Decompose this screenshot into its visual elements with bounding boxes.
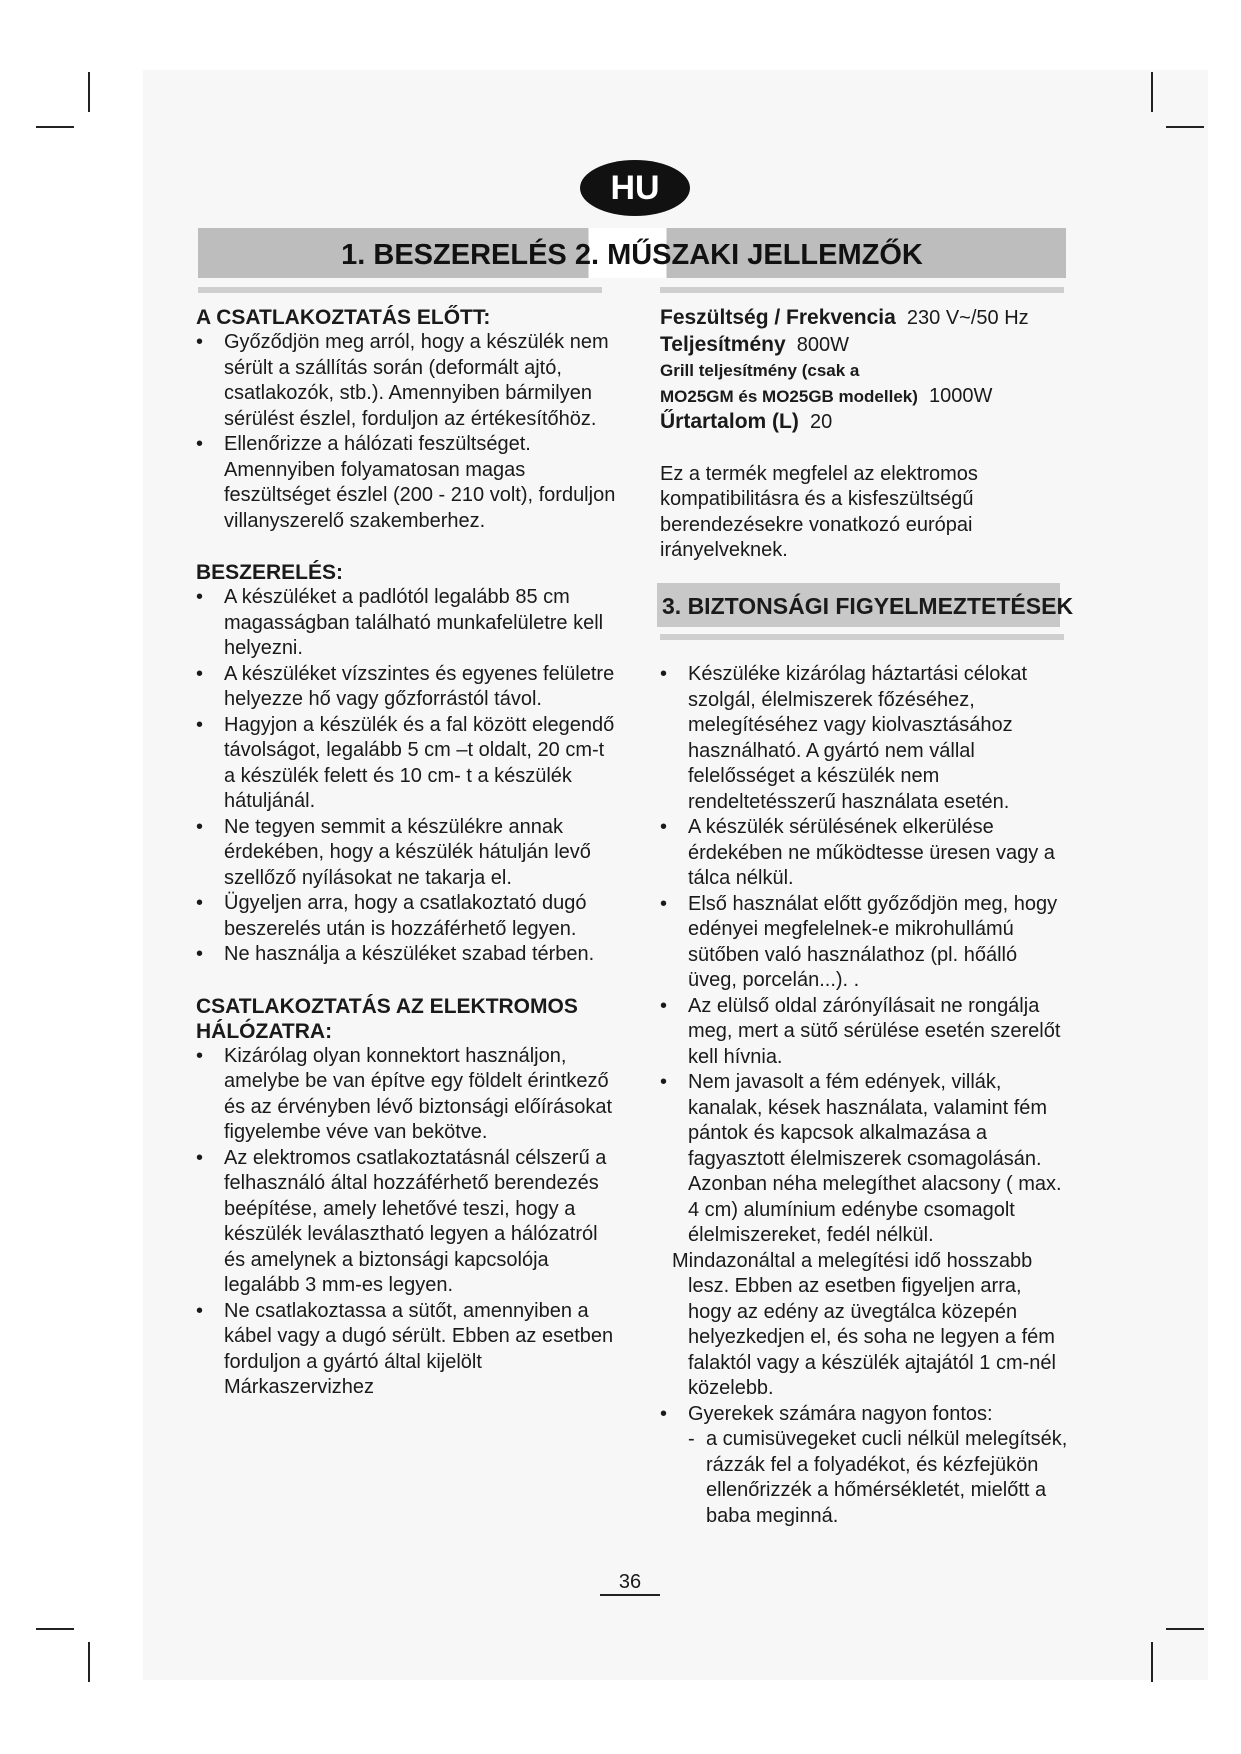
safety-note [660,1249,1070,1402]
list-item: • Nem javasolt a fém edények, villák, kanalak, kések használata, valamint fém pántok és kapcsok alkalmazása a fagyasztott élelmiszerek csomagolásán. Azonban néha melegíthet alacsony ( max. 4 cm) alumínium edénybe csomagolt élelmiszereket, fedél nélkül. [660,1070,1070,1249]
safety-rule [660,634,1064,640]
crop-mark [88,1642,90,1682]
main-heading: 1. BESZERELÉS 2. MŰSZAKI JELLEMZŐK [341,239,923,271]
crop-mark [1166,1628,1204,1630]
electrical-list [196,1044,616,1401]
list-item: • Győződjön meg arról, hogy a készülék nem sérült a szállítás során (deformált ajtó, csatlakozók, stb.). Amennyiben bármilyen sérülést észlel, forduljon az értékesítőhöz. [196,330,616,432]
list-item: • Gyerekek számára nagyon fontos: [660,1402,1070,1428]
crop-mark [88,72,90,112]
crop-mark [36,1628,74,1630]
before-connect-list [196,330,616,534]
page-number: 36 [600,1570,660,1596]
list-item: • Első használat előtt győződjön meg, hogy edényei megfelelnek-e mikrohullámú sütőben való használathoz (pl. hőálló üveg, porcelán...). . [660,892,1070,994]
spec-grill-label-line2: MO25GM és MO25GB modellek) [660,386,918,406]
list-item: • Az elülső oldal zárónyílásait ne rongálja meg, mert a sütő sérülése esetén szerelőt kell hívnia. [660,994,1070,1071]
spec-power-value: 800W [796,333,850,356]
language-badge: HU [580,160,690,216]
left-rule [198,287,602,293]
spec-power-label: Teljesítmény [660,332,786,356]
safety-note-line1: Mindazonáltal a melegítési idő hosszabb [672,1249,1033,1272]
spec-power [660,332,1070,359]
spec-capacity-label: Űrtartalom (L) [660,410,799,433]
spec-capacity [660,409,1070,436]
spec-capacity-value: 20 [809,411,833,433]
electrical-title [196,994,616,1044]
crop-mark [36,126,74,128]
electrical-title-line2: HÁLÓZATRA: [196,1019,333,1043]
list-item: • Kizárólag olyan konnektort használjon, amelybe be van építve egy földelt érintkező és az érvényben lévő biztonsági előírásokat figyelembe véve van bekötve. [196,1044,616,1146]
electrical-title-line1: CSATLAKOZTATÁS AZ ELEKTROMOS [196,994,578,1018]
spec-voltage-value: 230 V~/50 Hz [906,307,1029,329]
installation-list [196,585,616,968]
spec-grill-value: 1000W [929,384,993,407]
list-item: • Ne tegyen semmit a készülékre annak érdekében, hogy a készülék hátulján levő szellőző nyílásokat ne takarja el. [196,815,616,892]
list-item: • Az elektromos csatlakoztatásnál célszerű a felhasználó által hozzáférhető berendezés beépítése, amely lehetővé teszi, hogy a készülék leválasztható legyen a hálózatról és amelynek a biztonsági kapcsolója legalább 3 mm-es legyen. [196,1146,616,1299]
spec-voltage [660,305,1070,332]
list-item: • A készüléket vízszintes és egyenes felületre helyezze hő vagy gőzforrástól távol. [196,662,616,713]
specs-block [660,305,1070,564]
spec-grill-label-line1: Grill teljesítmény (csak a [660,361,860,380]
list-item: • Ne csatlakoztassa a sütőt, amennyiben a kábel vagy a dugó sérült. Ebben az esetben forduljon a gyártó által kijelölt Márkaszervizhez [196,1299,616,1401]
crop-mark [1151,72,1153,112]
list-item: • A készülék sérülésének elkerülése érdekében ne működtesse üresen vagy a tálca nélkül. [660,815,1070,892]
crop-mark [1151,1642,1153,1682]
spec-voltage-label: Feszültség / Frekvencia [660,306,896,329]
installation-title: BESZERELÉS: [196,561,344,584]
children-subitem: - a cumisüvegeket cucli nélkül melegítsék, rázzák fel a folyadékot, és kézfejükön ellenőrizzék a hőmérsékletét, mielőtt a baba meginná. [660,1427,1070,1529]
list-item: • Ügyeljen arra, hogy a csatlakoztató dugó beszerelés után is hozzáférhető legyen. [196,891,616,942]
left-column [196,305,616,1401]
before-connect-title: A CSATLAKOZTATÁS ELŐTT: [196,306,491,329]
crop-mark [1166,126,1204,128]
list-item: • Készüléke kizárólag háztartási célokat szolgál, élelmiszerek főzéséhez, melegítéséhez vagy kiolvasztásához használható. A gyártó nem vállal felelősséget a készülék nem rendeltetésszerű használata esetén. [660,662,1070,815]
safety-heading: 3. BIZTONSÁGI FIGYELMEZTETÉSEK [662,593,1074,619]
children-list [660,1402,1070,1428]
safety-list [660,662,1070,1249]
safety-note-rest: lesz. Ebben az esetben figyeljen arra, hogy az edény az üvegtálca közepén helyezkedjen el, és soha ne legyen a fém falaktól vagy a készülék ajtajától 1 cm-nél közelebb. [688,1275,1056,1399]
spec-grill [660,358,1070,409]
list-item: • Ne használja a készüléket szabad térben. [196,942,616,968]
compliance-text: Ez a termék megfelel az elektromos kompatibilitásra és a kisfeszültségű berendezésekre vonatkozó európai irányelveknek. [660,462,978,561]
list-item: • Ellenőrizze a hálózati feszültséget. Amennyiben folyamatosan magas feszültséget észlel (200 - 210 volt), forduljon villanyszerelő szakemberhez. [196,432,616,534]
safety-column [660,662,1070,1529]
list-item: • Hagyjon a készülék és a fal között elegendő távolságot, legalább 5 cm –t oldalt, 20 cm-t a készülék felett és 10 cm- t a készülék hátuljánál. [196,713,616,815]
right-rule [660,287,1064,293]
list-item: • A készüléket a padlótól legalább 85 cm magasságban található munkafelületre kell helyezni. [196,585,616,662]
